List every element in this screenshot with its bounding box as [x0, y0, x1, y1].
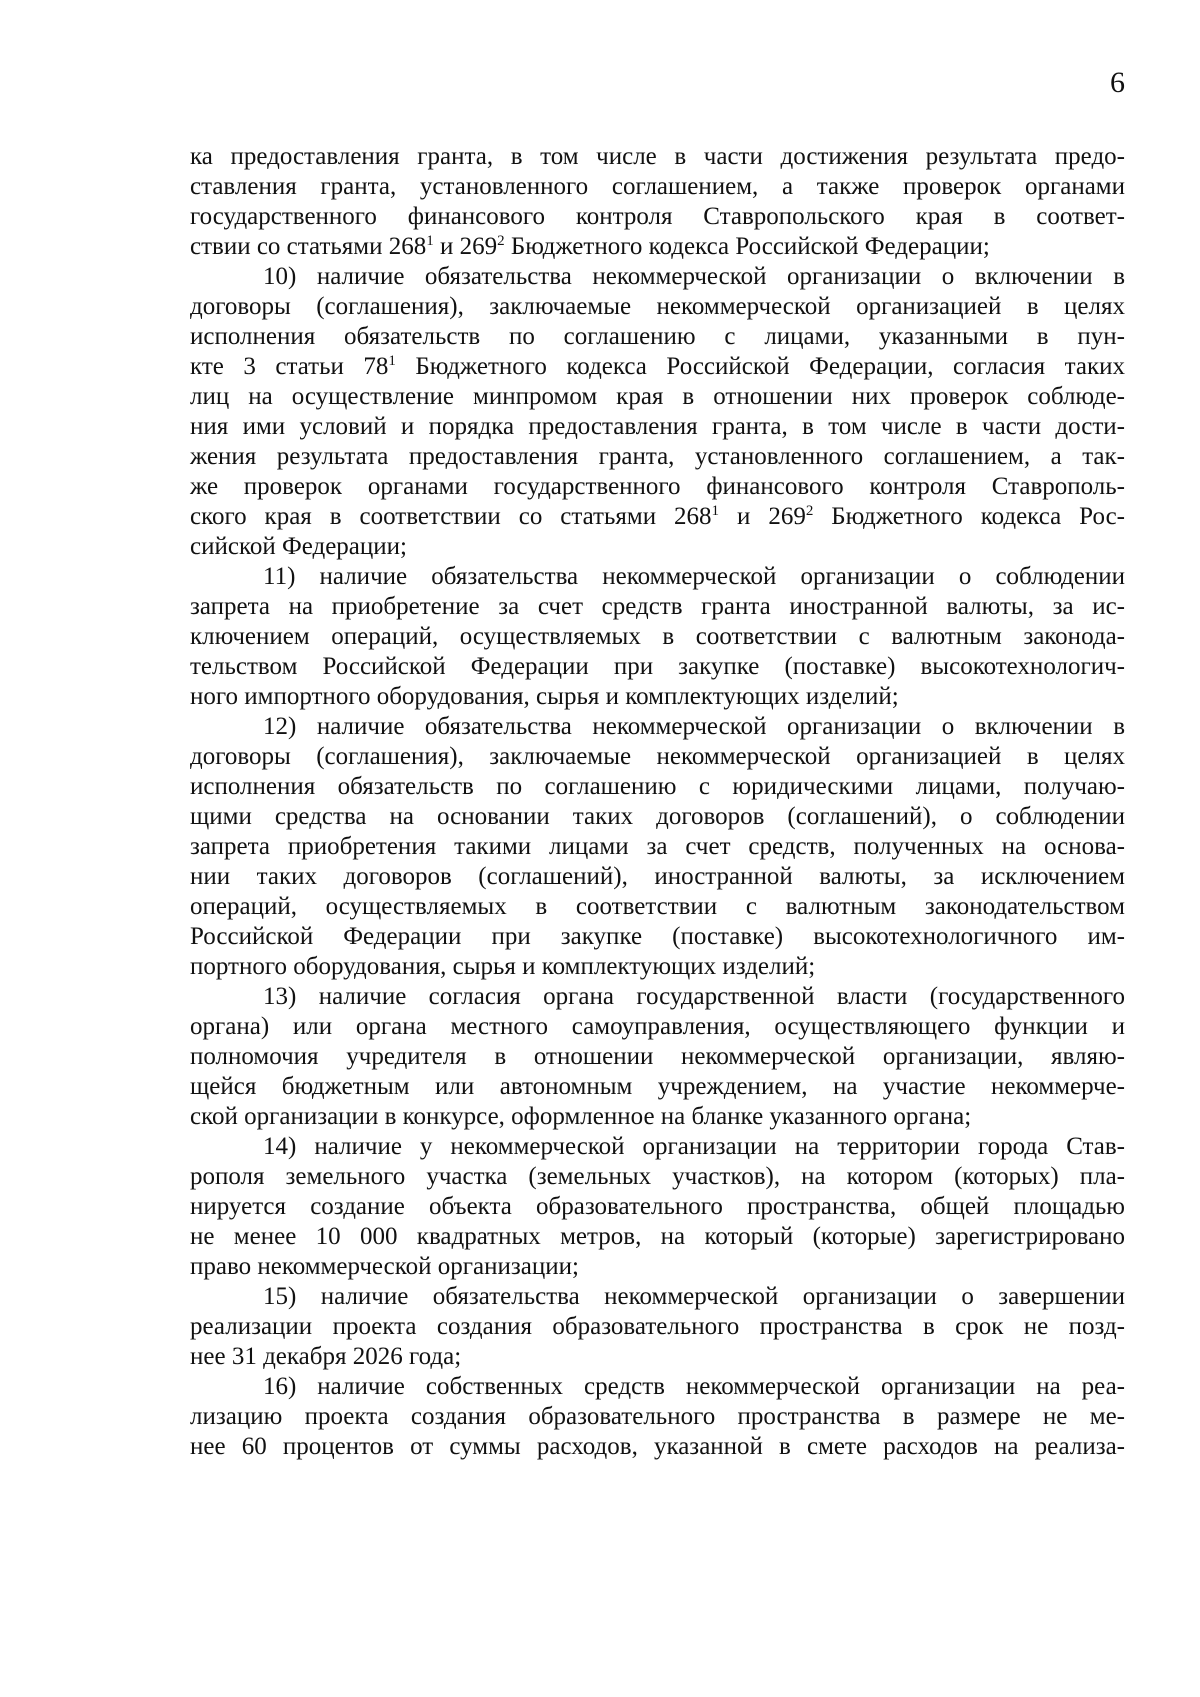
- text-line: [190, 922, 1125, 952]
- text-run: лиц на осуществление минпромом края в отношении них проверок соблюде-: [190, 383, 1125, 410]
- text-run: ния ими условий и порядка предоставления гранта, в том числе в части дости-: [190, 413, 1125, 440]
- text-line: [190, 742, 1125, 772]
- text-run: 12) наличие обязательства некоммерческой организации о включении в: [263, 713, 1125, 740]
- paragraph: [190, 712, 1125, 982]
- text-run: лизацию проекта создания образовательного пространства в размере не ме-: [190, 1403, 1125, 1430]
- text-run: ного импортного оборудования, сырья и комплектующих изделий;: [190, 683, 899, 710]
- text-run: исполнения обязательств по соглашению с лицами, указанными в пун-: [190, 323, 1125, 350]
- text-line: [190, 262, 1125, 292]
- text-line: [190, 202, 1125, 232]
- paragraph: [190, 262, 1125, 562]
- text-run: и 269: [719, 503, 806, 530]
- text-run: Бюджетного кодекса Российской Федерации;: [504, 233, 990, 260]
- paragraph: [190, 562, 1125, 712]
- text-run: запрета на приобретение за счет средств гранта иностранной валюты, за ис-: [190, 593, 1125, 620]
- text-run: сийской Федерации;: [190, 533, 407, 560]
- paragraph: [190, 1132, 1125, 1282]
- text-line: [190, 982, 1125, 1012]
- text-line: [190, 1192, 1125, 1222]
- text-run: Бюджетного кодекса Российской Федерации, согласия таких: [395, 353, 1126, 380]
- text-run: ключением операций, осуществляемых в соответствии с валютным законода-: [190, 623, 1125, 650]
- text-line: [190, 412, 1125, 442]
- text-run: нее 31 декабря 2026 года;: [190, 1343, 462, 1370]
- text-line: [190, 1042, 1125, 1072]
- paragraph: [190, 142, 1125, 262]
- text-line: [190, 1222, 1125, 1252]
- text-run: 14) наличие у некоммерческой организации на территории города Став-: [263, 1133, 1125, 1160]
- text-run: и 269: [433, 233, 498, 260]
- text-run: договоры (соглашения), заключаемые некоммерческой организацией в целях: [190, 743, 1125, 770]
- text-run: жения результата предоставления гранта, установленного соглашением, а так-: [190, 443, 1125, 470]
- text-run: 15) наличие обязательства некоммерческой организации о завершении: [263, 1283, 1125, 1310]
- text-line: [190, 952, 1125, 982]
- paragraph: [190, 982, 1125, 1132]
- text-line: [190, 562, 1125, 592]
- text-run: 11) наличие обязательства некоммерческой организации о соблюдении: [263, 563, 1125, 590]
- superscript: 2: [497, 233, 505, 249]
- text-run: тельством Российской Федерации при закупке (поставке) высокотехнологич-: [190, 653, 1125, 680]
- text-line: [190, 1432, 1125, 1462]
- text-line: [190, 142, 1125, 172]
- text-line: [190, 1102, 1125, 1132]
- text-run: 16) наличие собственных средств некоммерческой организации на реа-: [263, 1373, 1125, 1400]
- text-line: [190, 352, 1125, 382]
- text-run: ской организации в конкурсе, оформленное на бланке указанного органа;: [190, 1103, 972, 1130]
- text-line: [190, 682, 1125, 712]
- text-line: [190, 862, 1125, 892]
- text-line: [190, 1012, 1125, 1042]
- paragraph: [190, 1282, 1125, 1372]
- text-run: рополя земельного участка (земельных участков), на котором (которых) пла-: [190, 1163, 1125, 1190]
- text-run: портного оборудования, сырья и комплектующих изделий;: [190, 953, 816, 980]
- text-line: [190, 502, 1125, 532]
- text-run: Бюджетного кодекса Рос-: [813, 503, 1125, 530]
- text-line: [190, 1162, 1125, 1192]
- text-line: [190, 832, 1125, 862]
- text-line: [190, 292, 1125, 322]
- text-run: 13) наличие согласия органа государственной власти (государственного: [263, 983, 1125, 1010]
- text-run: ставления гранта, установленного соглашением, а также проверок органами: [190, 173, 1125, 200]
- text-line: [190, 232, 1125, 262]
- text-line: [190, 322, 1125, 352]
- superscript: 1: [426, 233, 434, 249]
- text-line: [190, 892, 1125, 922]
- text-run: 10) наличие обязательства некоммерческой организации о включении в: [263, 263, 1125, 290]
- superscript: 1: [711, 503, 720, 519]
- text-run: запрета приобретения такими лицами за счет средств, полученных на основа-: [190, 833, 1125, 860]
- text-run: исполнения обязательств по соглашению с юридическими лицами, получаю-: [190, 773, 1125, 800]
- text-run: нии таких договоров (соглашений), иностранной валюты, за исключением: [190, 863, 1125, 890]
- document-body: [190, 142, 1125, 1462]
- superscript: 1: [388, 353, 396, 369]
- paragraph: [190, 1372, 1125, 1462]
- text-run: органа) или органа местного самоуправления, осуществляющего функции и: [190, 1013, 1125, 1040]
- text-run: операций, осуществляемых в соответствии с валютным законодательством: [190, 893, 1125, 920]
- text-line: [190, 532, 1125, 562]
- text-line: [190, 772, 1125, 802]
- text-run: договоры (соглашения), заключаемые некоммерческой организацией в целях: [190, 293, 1125, 320]
- page-number: 6: [1110, 66, 1125, 99]
- text-run: ствии со статьями 268: [190, 233, 427, 260]
- text-line: [190, 1372, 1125, 1402]
- text-run: щейся бюджетным или автономным учреждением, на участие некоммерче-: [190, 1073, 1125, 1100]
- text-line: [190, 172, 1125, 202]
- text-run: же проверок органами государственного финансового контроля Ставрополь-: [190, 473, 1125, 500]
- text-line: [190, 472, 1125, 502]
- superscript: 2: [805, 503, 814, 519]
- text-run: право некоммерческой организации;: [190, 1253, 579, 1280]
- text-run: полномочия учредителя в отношении некоммерческой организации, являю-: [190, 1043, 1125, 1070]
- text-run: щими средства на основании таких договоров (соглашений), о соблюдении: [190, 803, 1125, 830]
- text-line: [190, 1342, 1125, 1372]
- text-run: кте 3 статьи 78: [190, 353, 389, 380]
- text-run: государственного финансового контроля Ставропольского края в соответ-: [190, 203, 1125, 230]
- text-line: [190, 592, 1125, 622]
- text-line: [190, 1252, 1125, 1282]
- text-line: [190, 1072, 1125, 1102]
- text-line: [190, 442, 1125, 472]
- text-line: [190, 1132, 1125, 1162]
- text-line: [190, 1402, 1125, 1432]
- text-line: [190, 802, 1125, 832]
- text-line: [190, 652, 1125, 682]
- text-line: [190, 382, 1125, 412]
- text-run: Российской Федерации при закупке (поставке) высокотехнологичного им-: [190, 923, 1125, 950]
- text-run: реализации проекта создания образовательного пространства в срок не позд-: [190, 1313, 1125, 1340]
- text-run: ка предоставления гранта, в том числе в части достижения результата предо-: [190, 143, 1125, 170]
- text-run: ского края в соответствии со статьями 268: [190, 503, 712, 530]
- text-run: нее 60 процентов от суммы расходов, указанной в смете расходов на реализа-: [190, 1433, 1125, 1460]
- text-line: [190, 712, 1125, 742]
- text-line: [190, 1312, 1125, 1342]
- text-line: [190, 622, 1125, 652]
- text-run: не менее 10 000 квадратных метров, на который (которые) зарегистрировано: [190, 1223, 1125, 1250]
- text-line: [190, 1282, 1125, 1312]
- text-run: нируется создание объекта образовательного пространства, общей площадью: [190, 1193, 1125, 1220]
